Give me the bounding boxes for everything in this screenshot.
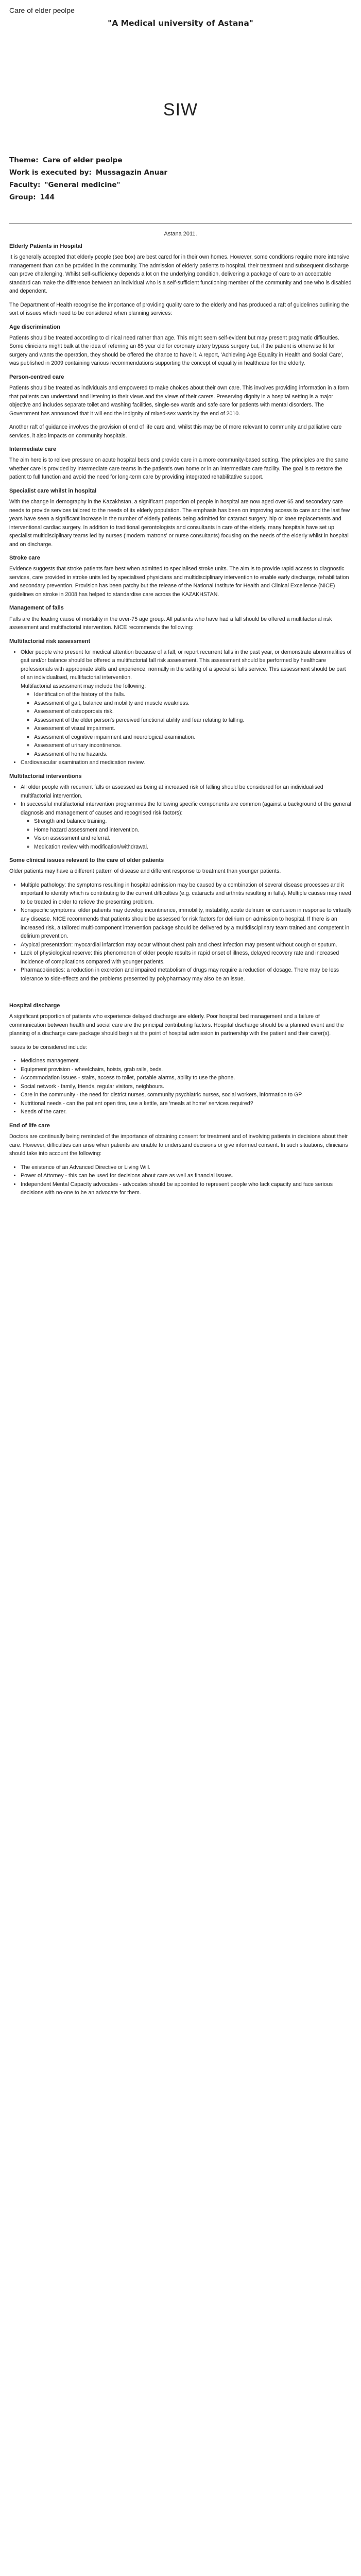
paragraph: It is generally accepted that elderly people (see box) are best cared for in their own homes. However, some conditions require more intensive management than can be provided in the community. The admission of elderly patients to hospital, their treatment and subsequent discharge can prove challenging. Whilst self-sufficiency depends a lot on the underlying condition, delivering a package of care to an acceptable standard can make the difference between an individual who is a self-sufficient functioning member of the community and one who is disabled and dependent.	[9, 254, 352, 295]
heading-multifactorial-interventions: Multifactorial interventions	[9, 773, 82, 779]
end-of-life-list	[9, 1163, 352, 1197]
heading-specialist-care: Specialist care whilst in hospital	[9, 487, 97, 494]
heading-hospital-discharge: Hospital discharge	[9, 1003, 60, 1009]
faculty-line	[9, 181, 352, 189]
heading-age-discrimination: Age discrimination	[9, 324, 61, 330]
document-body	[9, 242, 352, 1197]
paragraph: Evidence suggests that stroke patients fare best when admitted to specialised stroke units. The aim is to provide rapid access to diagnostic services, care provided in stroke units led by specialised physicians and multidisciplinary intervention to enable early discharge, rehabilitation and secondary prevention. Provision has been patchy but the release of the National Institute for Health and Clinical Excellence (NICE) guidelines on stroke in 2008 has helped to standardise care across the KAZAKHSTAN.	[9, 566, 349, 598]
paragraph: Issues to be considered include:	[9, 1044, 88, 1050]
heading-end-of-life-care: End of life care	[9, 1122, 50, 1129]
list-item: ◦ Assessment of gait, balance and mobility and muscle weakness.	[34, 699, 352, 708]
theme-label: Theme:	[9, 156, 39, 164]
list-item: ◦ Vision assessment and referral.	[34, 834, 352, 843]
list-item: • All older people with recurrent falls or assessed as being at increased risk of falling should be considered for an individualised multifactorial intervention.	[21, 783, 352, 800]
list-item	[21, 648, 352, 759]
cover-title: Care of elder peolpe	[9, 6, 75, 14]
heading-stroke-care: Stroke care	[9, 555, 40, 562]
university-name: "A Medical university of Astana"	[108, 19, 253, 28]
list-item: ◦ Strength and balance training.	[34, 817, 352, 826]
list-item: • Medicines management.	[21, 1057, 352, 1065]
discharge-issues-list	[9, 1057, 352, 1116]
list-item: • Cardiovascular examination and medication review.	[21, 758, 352, 767]
executed-line	[9, 168, 352, 177]
list-item: • Equipment provision - wheelchairs, hoists, grab rails, beds.	[21, 1065, 352, 1074]
list-item: • Power of Attorney - this can be used for decisions about care as well as financial issues.	[21, 1172, 352, 1180]
faculty-label: Faculty:	[9, 181, 41, 189]
paragraph: Patients should be treated as individuals and empowered to make choices about their own care. This involves providing information in a form that patients can understand and listening to their views and the views of their carers. Preserving dignity in a hospital setting is a major objective and includes separate toilet and washing facilities, single-sex wards and safe care for patients with mental disorders. The Government has announced that it will end the indignity of mixed-sex wards by the end of 2010.	[9, 385, 349, 417]
list-item: ◦ Assessment of home hazards.	[34, 750, 352, 759]
list-item: ◦ Assessment of cognitive impairment and neurological examination.	[34, 733, 352, 742]
paragraph: With the change in demography in the Kazakhstan, a significant proportion of people in hospital are now aged over 65 and secondary care needs to provide services tailored to the needs of its elderly population. The emphasis has been on improving access to care and the last few years have seen a significant increase in the number of elderly patients being admitted for cataract surgery, hip or knee replacements and interventional cardiac surgery. In addition to traditional gerontologists and consultants in care of the elderly, many hospitals have set up specialist multidisciplinary teams led by nurses ('modern matrons' or nurse consultants) focusing on the needs of the elderly whilst in hospital and on discharge.	[9, 499, 350, 548]
list-item: • Multiple pathology: the symptoms resulting in hospital admission may be caused by a combination of several disease processes and it important to identify which is contributing to the current difficulties (e.g. cataracts and arthritis resulting in falls). Multiple causes may need to be treated in order to relieve the presenting problem.	[21, 881, 352, 907]
list-item-text: Multifactorial assessment may include the following:	[21, 683, 146, 689]
list-item: • Independent Mental Capacity advocates - advocates should be appointed to represent people who lack capacity and face serious decisions with no-one to be an advocate for them.	[21, 1180, 352, 1197]
list-item: • Lack of physiological reserve: this phenomenon of older people results in rapid onset of illness, delayed recovery rate and increased incidence of complications compared with younger patients.	[21, 949, 352, 966]
paragraph: Patients should be treated according to clinical need rather than age. This might seem self-evident but may present pragmatic difficulties. Some clinicians might balk at the idea of referring an 85 year old for coronary artery bypass surgery but, if the patient is otherwise fit for surgery and wants the operation, they should be offered the chance to have it. A report, 'Achieving Age Equality in Health and Social Care', was published in 2009 containing various recommendations supporting the concept of equality in healthcare for the elderly.	[9, 334, 343, 367]
heading-elderly-patients: Elderly Patients in Hospital	[9, 243, 82, 249]
list-item: • Social network - family, friends, regular visitors, neighbours.	[21, 1082, 352, 1091]
list-item: ◦ Assessment of visual impairment.	[34, 724, 352, 733]
assessment-sublist	[21, 690, 352, 758]
heading-multifactorial-risk-assessment: Multifactorial risk assessment	[9, 638, 91, 645]
list-item: ◦ Assessment of osteoporosis risk.	[34, 707, 352, 716]
group-label: Group:	[9, 193, 36, 201]
list-item: ◦ Assessment of the older person's perceived functional ability and fear relating to falling.	[34, 716, 352, 725]
list-item-text: In successful multifactorial intervention programmes the following specific components are common (against a background of the general diagnosis and management of causes and recognised risk factors):	[21, 801, 351, 816]
list-item: • Pharmacokinetics: a reduction in excretion and impaired metabolism of drugs may require a reduction of dosage. There may be less tolerance to side-effects and the problems presented by polypharmacy may also be an issue.	[21, 966, 352, 983]
clinical-issues-list	[9, 881, 352, 983]
executed-value: Mussagazin Anuar	[95, 168, 168, 177]
interventions-sublist	[21, 817, 352, 851]
heading-intermediate-care: Intermediate care	[9, 446, 57, 453]
heading-person-centred-care: Person-centred care	[9, 374, 64, 380]
interventions-list	[9, 783, 352, 851]
list-item: ◦ Identification of the history of the falls.	[34, 690, 352, 699]
paragraph: Older patients may have a different pattern of disease and different response to treatment than younger patients.	[9, 868, 281, 875]
list-item: ◦ Medication review with modification/withdrawal.	[34, 843, 352, 852]
list-item: • Nonspecific symptoms: older patients may develop incontinence, immobility, instability, acute delirium or confusion in response to virtually any disease. NICE recommends that patients should be assessed for risk factors for delirium on admission to hospital. If there is an increased risk, a tailored multi-component intervention package should be delivered by a multidisciplinary team trained and competent in delirium prevention.	[21, 906, 352, 940]
list-item: • Care in the community - the need for district nurses, community psychiatric nurses, social workers, information to GP.	[21, 1091, 352, 1099]
group-value: 144	[40, 193, 55, 201]
risk-assessment-list	[9, 648, 352, 767]
list-item: • Accommodation issues - stairs, access to toilet, portable alarms, ability to use the phone.	[21, 1074, 352, 1082]
faculty-value: "General medicine"	[44, 181, 121, 189]
list-item: • Atypical presentation: myocardial infarction may occur without chest pain and chest infection may present without cough or sputum.	[21, 941, 352, 950]
list-item: • Needs of the carer.	[21, 1108, 352, 1116]
divider	[9, 223, 352, 224]
paragraph: Falls are the leading cause of mortality in the over-75 age group. All patients who have had a fall should be offered a multifactorial risk assessment and multifactorial intervention. NICE recommends the following:	[9, 616, 332, 631]
theme-value: Care of elder peolpe	[42, 156, 123, 164]
list-item	[21, 800, 352, 851]
heading-clinical-issues: Some clinical issues relevant to the care of older patients	[9, 857, 164, 864]
list-item-text: Older people who present for medical attention because of a fall, or report recurrent falls in the past year, or demonstrate abnormalities of gait and/or balance should be offered a multifactorial fall risk assessment. This assessment should be performed by healthcare professionals with appropriate skills and experience, normally in the setting of a specialist falls service. This assessment should be part of an individualised, multifactorial intervention.	[21, 649, 352, 681]
paragraph: Doctors are continually being reminded of the importance of obtaining consent for treatment and of involving patients in decisions about their care. However, difficulties can arise when patients are unable to understand decisions or give informed consent. In such situations, clinicians should take into account the following:	[9, 1133, 348, 1157]
list-item: ◦ Assessment of urinary incontinence.	[34, 741, 352, 750]
city-year: Astana 2011.	[164, 231, 197, 237]
executed-label: Work is executed by:	[9, 168, 92, 177]
siw-title: SIW	[163, 100, 198, 120]
list-item: ◦ Home hazard assessment and intervention.	[34, 826, 352, 835]
heading-management-of-falls: Management of falls	[9, 605, 64, 612]
paragraph: A significant proportion of patients who experience delayed discharge are elderly. Poor hospital bed management and a failure of communication between health and social care are the principal contributing factors. Hospital discharge should be a planned event and the planning of a discharge care package should begin at the point of hospital admission in partnership with the patient and their carer(s).	[9, 1013, 344, 1037]
group-line	[9, 193, 352, 201]
paragraph: Another raft of guidance involves the provision of end of life care and, whilst this may be of more relevant to community and palliative care services, it also impacts on community hospitals.	[9, 424, 342, 439]
list-item: • The existence of an Advanced Directive or Living Will.	[21, 1163, 352, 1172]
list-item: • Nutritional needs - can the patient open tins, use a kettle, are 'meals at home' services required?	[21, 1099, 352, 1108]
theme-line	[9, 156, 352, 164]
paragraph: The aim here is to relieve pressure on acute hospital beds and provide care in a more community-based setting. The principles are the same whether care is provided by intermediate care teams in the patient's own home or in an intermediate care facility. The goal is to restore the patient to full function and avoid the need for long-term care by providing integrated rehabilitative support.	[9, 457, 349, 481]
paragraph: The Department of Health recognise the importance of providing quality care to the elderly and has produced a raft of guidelines outlining the sort of issues which need to be considered when planning services:	[9, 301, 349, 317]
